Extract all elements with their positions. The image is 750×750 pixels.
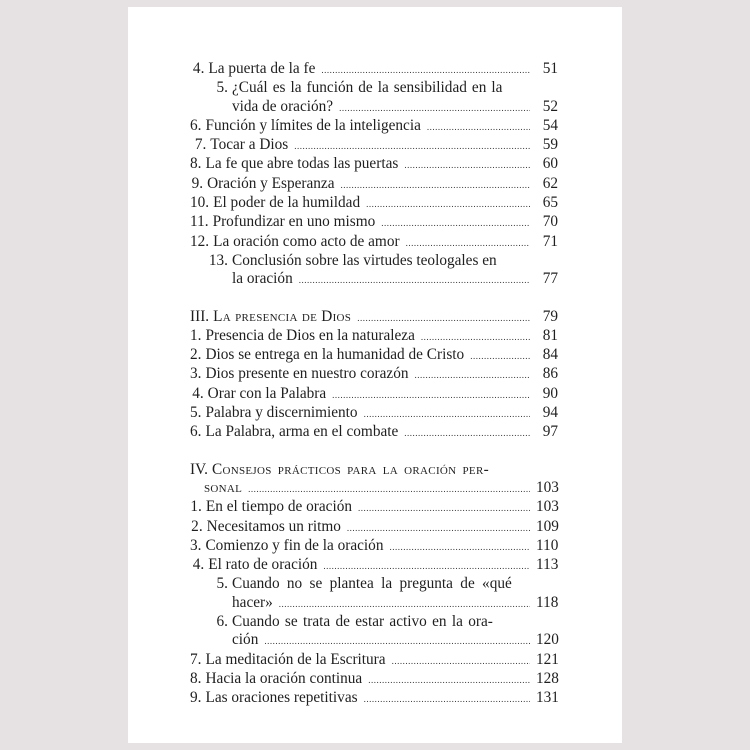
entry-page: 59 xyxy=(542,136,558,154)
entry-title: La puerta de la fe xyxy=(208,60,316,77)
entry-page: 94 xyxy=(542,404,558,422)
entry-page: 60 xyxy=(542,155,558,173)
section-title: La presencia de Dios xyxy=(213,307,352,325)
toc-entry xyxy=(190,537,558,556)
entry-page: 97 xyxy=(542,423,558,441)
toc-entry xyxy=(190,385,558,404)
entry-number: 4. xyxy=(192,384,204,402)
dot-leader xyxy=(264,632,530,650)
book-page xyxy=(128,7,622,743)
entry-number: 3. xyxy=(190,365,202,383)
entry-page: 120 xyxy=(536,631,559,649)
entry-title: Comienzo y fin de la oración xyxy=(205,536,384,554)
entry-number: 7. xyxy=(194,136,207,154)
section-page: 103 xyxy=(536,478,559,496)
toc-entry xyxy=(190,60,558,79)
toc-entry xyxy=(190,423,558,442)
entry-title: Presencia de Dios en la naturaleza xyxy=(205,326,415,344)
dot-leader xyxy=(279,595,530,613)
entry-number: 2. xyxy=(191,517,203,535)
toc-entry xyxy=(190,155,558,174)
entry-number: 4. xyxy=(192,556,205,574)
entry-number: 9. xyxy=(190,689,202,707)
toc-entry-continuation xyxy=(190,631,558,650)
entry-page: 52 xyxy=(542,97,558,115)
entry-title: Dios presente en nuestro corazón xyxy=(205,365,409,383)
toc-entry xyxy=(190,213,558,232)
dot-leader xyxy=(404,424,530,442)
toc-section-heading xyxy=(190,308,558,327)
entry-number: 6. xyxy=(216,613,228,631)
entry-number: 1. xyxy=(190,326,202,344)
toc-entry xyxy=(190,175,558,194)
toc-entry-line1 xyxy=(190,252,558,270)
entry-page: 90 xyxy=(542,384,558,402)
entry-title: La meditación de la Escritura xyxy=(205,650,386,668)
entry-number: 13. xyxy=(208,251,228,269)
toc-entry xyxy=(190,346,558,365)
entry-page: 118 xyxy=(536,593,559,611)
dot-leader xyxy=(389,538,530,556)
entry-title: la oración xyxy=(232,270,293,288)
dot-leader xyxy=(392,652,530,670)
toc-entry xyxy=(190,117,558,136)
entry-title: Las oraciones repetitivas xyxy=(205,689,358,707)
section-number: IV. xyxy=(190,460,208,478)
entry-number: 9. xyxy=(191,174,204,192)
toc-entry-line1 xyxy=(190,613,558,631)
entry-number: 5. xyxy=(190,404,202,422)
dot-leader xyxy=(339,99,530,117)
dot-leader xyxy=(366,195,530,213)
entry-title: vida de oración? xyxy=(232,97,334,115)
dot-leader xyxy=(341,176,530,194)
section-title: sonal xyxy=(204,478,243,496)
entry-number: 4. xyxy=(192,60,205,77)
entry-page: 54 xyxy=(542,116,558,134)
section-number: III. xyxy=(190,307,210,325)
table-of-contents xyxy=(190,60,558,709)
toc-entry-continuation xyxy=(190,594,558,613)
entry-title: En el tiempo de oración xyxy=(205,498,353,516)
toc-entry xyxy=(190,365,558,384)
entry-title: Oración y Esperanza xyxy=(207,174,335,192)
dot-leader xyxy=(427,118,530,136)
dot-leader xyxy=(358,499,530,517)
entry-title: ción xyxy=(232,631,259,649)
toc-entry-line1 xyxy=(190,575,558,593)
entry-number: 3. xyxy=(190,536,202,554)
entry-number: 11. xyxy=(190,213,209,231)
toc-entry xyxy=(190,327,558,346)
entry-page: 128 xyxy=(536,669,559,687)
entry-title: Hacia la oración continua xyxy=(205,669,363,687)
entry-number: 8. xyxy=(190,669,202,687)
section-gap xyxy=(190,443,558,461)
entry-page: 86 xyxy=(542,365,558,383)
entry-title: Profundizar en uno mismo xyxy=(212,213,376,231)
toc-entry-continuation xyxy=(190,270,558,289)
section-title-line1: Consejos prácticos para la oración per- xyxy=(212,460,489,478)
entry-page: 109 xyxy=(536,517,559,535)
dot-leader xyxy=(406,234,530,252)
toc-entry-line1 xyxy=(190,79,558,97)
toc-entry-continuation xyxy=(190,98,558,117)
entry-number: 6. xyxy=(190,116,202,134)
entry-number: 12. xyxy=(190,232,210,250)
toc-entry xyxy=(190,651,558,670)
entry-page: 77 xyxy=(542,270,558,288)
entry-title: El poder de la humildad xyxy=(213,194,361,212)
entry-page: 65 xyxy=(542,194,558,212)
entry-page: 121 xyxy=(536,650,559,668)
dot-leader xyxy=(299,271,530,289)
entry-number: 5. xyxy=(216,575,228,593)
toc-entry xyxy=(190,404,558,423)
entry-title: Dios se entrega en la humanidad de Cristo xyxy=(205,346,465,364)
dot-leader xyxy=(368,671,530,689)
toc-section-heading-continuation xyxy=(190,479,558,498)
entry-number: 5. xyxy=(216,79,228,97)
entry-page: 51 xyxy=(542,60,558,77)
entry-page: 84 xyxy=(542,346,558,364)
toc-entry xyxy=(190,670,558,689)
toc-entry xyxy=(190,689,558,708)
dot-leader xyxy=(323,557,530,575)
dot-leader xyxy=(415,366,530,384)
entry-page: 113 xyxy=(536,556,559,574)
toc-entry xyxy=(190,518,558,537)
entry-title: Orar con la Palabra xyxy=(207,384,327,402)
entry-number: 6. xyxy=(190,423,202,441)
dot-leader xyxy=(347,519,530,537)
entry-title: La fe que abre todas las puertas xyxy=(205,155,399,173)
entry-page: 81 xyxy=(542,326,558,344)
dot-leader xyxy=(470,347,530,365)
toc-entry xyxy=(190,194,558,213)
dot-leader xyxy=(381,214,530,232)
dot-leader xyxy=(364,690,530,708)
entry-title: La oración como acto de amor xyxy=(213,232,400,250)
toc-entry xyxy=(190,233,558,252)
toc-section-heading-line1 xyxy=(190,461,558,479)
section-gap xyxy=(190,290,558,308)
entry-title-line1: Conclusión sobre las virtudes teologales en xyxy=(232,251,497,269)
entry-title-line1: Cuando se trata de estar activo en la ora- xyxy=(232,613,493,631)
entry-page: 131 xyxy=(536,689,559,707)
entry-title: Tocar a Dios xyxy=(210,136,289,154)
entry-title: La Palabra, arma en el combate xyxy=(205,423,399,441)
toc-entry xyxy=(190,556,558,575)
dot-leader xyxy=(294,137,530,155)
entry-number: 10. xyxy=(190,194,210,212)
dot-leader xyxy=(332,386,530,404)
dot-leader xyxy=(404,156,530,174)
entry-page: 110 xyxy=(536,536,559,554)
entry-title: Palabra y discernimiento xyxy=(205,404,358,422)
dot-leader xyxy=(248,480,530,498)
entry-title: Necesitamos un ritmo xyxy=(206,517,341,535)
dot-leader xyxy=(357,309,530,327)
entry-page: 103 xyxy=(536,498,559,516)
entry-number: 2. xyxy=(190,346,202,364)
entry-page: 62 xyxy=(542,174,558,192)
toc-entry xyxy=(190,136,558,155)
section-page: 79 xyxy=(542,307,558,325)
dot-leader xyxy=(321,61,530,79)
entry-number: 8. xyxy=(190,155,202,173)
entry-title: Función y límites de la inteligencia xyxy=(205,116,421,134)
entry-number: 1. xyxy=(190,498,202,516)
dot-leader xyxy=(421,328,530,346)
entry-title: hacer» xyxy=(232,593,273,611)
entry-page: 71 xyxy=(542,232,558,250)
entry-title-line1: Cuando no se plantea la pregunta de «qué xyxy=(232,575,512,593)
entry-page: 70 xyxy=(542,213,558,231)
dot-leader xyxy=(364,405,530,423)
entry-title: El rato de oración xyxy=(208,556,318,574)
entry-number: 7. xyxy=(190,650,202,668)
entry-title-line1: ¿Cuál es la función de la sensibilidad en la xyxy=(232,79,503,97)
toc-entry xyxy=(190,498,558,517)
